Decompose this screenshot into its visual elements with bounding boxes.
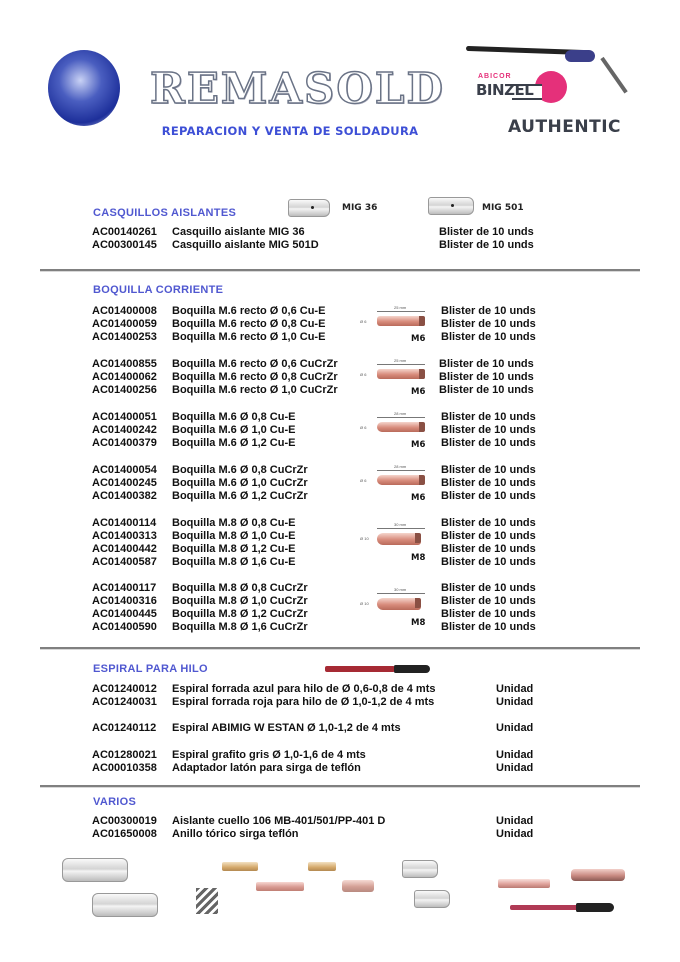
bushing-mig36-image — [288, 199, 330, 217]
product-unit: Unidad — [496, 828, 534, 840]
section-title-varios: VARIOS — [93, 796, 137, 808]
product-code: AC00010358 — [92, 762, 157, 774]
bottom-nozzle-image — [256, 882, 304, 891]
contact-tip-diagram — [377, 316, 425, 326]
bottom-tip-holder-image — [342, 880, 374, 892]
product-code: AC01400313 — [92, 530, 157, 542]
bushing-mig501-image — [428, 197, 474, 215]
section-title-casquillos: CASQUILLOS AISLANTES — [93, 207, 237, 219]
dimension-length-label: 25 mm — [394, 305, 407, 310]
product-unit: Blister de 10 unds — [441, 318, 536, 330]
product-code: AC01400316 — [92, 595, 157, 607]
product-unit: Blister de 10 unds — [441, 477, 536, 489]
bushing-label-mig501: MIG 501 — [482, 203, 524, 213]
contact-tip-end — [419, 316, 425, 326]
dimension-diameter-label: Ø 6 — [360, 319, 367, 324]
dimension-diameter-label: Ø 10 — [360, 601, 369, 606]
product-code: AC01280021 — [92, 749, 157, 761]
product-code: AC00300019 — [92, 815, 157, 827]
bottom-liner-image — [510, 905, 578, 910]
product-description: Casquillo aislante MIG 501D — [172, 239, 319, 251]
dimension-length-label: 30 mm — [394, 522, 407, 527]
product-code: AC01400855 — [92, 358, 157, 370]
product-description: Boquilla M.6 recto Ø 1,0 Cu-E — [172, 331, 326, 343]
contact-tip-diagram — [377, 422, 425, 432]
dimension-line — [377, 593, 425, 594]
product-description: Boquilla M.6 recto Ø 0,6 CuCrZr — [172, 358, 338, 370]
product-code: AC01400114 — [92, 517, 157, 529]
product-unit: Blister de 10 unds — [441, 595, 536, 607]
product-description: Espiral ABIMIG W ESTAN Ø 1,0-1,2 de 4 mts — [172, 722, 401, 734]
section-title-boquilla: BOQUILLA CORRIENTE — [93, 284, 224, 296]
dimension-length-label: 30 mm — [394, 587, 407, 592]
product-unit: Blister de 10 unds — [441, 411, 536, 423]
product-unit: Blister de 10 unds — [441, 530, 536, 542]
dimension-line — [377, 528, 425, 529]
product-unit: Blister de 10 unds — [439, 239, 534, 251]
product-description: Boquilla M.8 Ø 1,6 CuCrZr — [172, 621, 308, 633]
product-description: Boquilla M.8 Ø 0,8 Cu-E — [172, 517, 296, 529]
company-logo-emblem — [48, 50, 120, 126]
product-description: Espiral grafito gris Ø 1,0-1,6 de 4 mts — [172, 749, 366, 761]
company-brand-name: REMASOLD — [150, 64, 445, 113]
product-unit: Blister de 10 unds — [441, 331, 536, 343]
product-description: Boquilla M.6 Ø 1,0 Cu-E — [172, 424, 296, 436]
product-code: AC01650008 — [92, 828, 157, 840]
product-unit: Unidad — [496, 815, 534, 827]
product-description: Boquilla M.6 recto Ø 0,8 Cu-E — [172, 318, 326, 330]
contact-tip-end — [415, 533, 421, 543]
product-code: AC00300145 — [92, 239, 157, 251]
product-unit: Blister de 10 unds — [441, 556, 536, 568]
bottom-bushing-image — [92, 893, 158, 917]
thread-model-tag: M8 — [411, 553, 426, 563]
section-divider — [40, 785, 640, 788]
product-description: Boquilla M.8 Ø 1,0 CuCrZr — [172, 595, 308, 607]
product-unit: Unidad — [496, 722, 534, 734]
product-description: Espiral forrada azul para hilo de Ø 0,6-0,8 de 4 mts — [172, 683, 436, 695]
company-tagline: REPARACION Y VENTA DE SOLDADURA — [161, 124, 419, 138]
product-unit: Unidad — [496, 749, 534, 761]
dimension-diameter-label: Ø 6 — [360, 478, 367, 483]
product-description: Boquilla M.6 recto Ø 0,8 CuCrZr — [172, 371, 338, 383]
binzel-logo-top: ABICOR — [478, 73, 512, 80]
product-description: Boquilla M.6 Ø 0,8 CuCrZr — [172, 464, 308, 476]
product-unit: Unidad — [496, 696, 534, 708]
dimension-line — [377, 470, 425, 471]
product-code: AC01240031 — [92, 696, 157, 708]
bottom-screws-image — [196, 888, 218, 914]
thread-model-tag: M6 — [411, 334, 426, 344]
wire-liner-image — [325, 666, 395, 672]
product-unit: Blister de 10 unds — [441, 608, 536, 620]
product-unit: Blister de 10 unds — [441, 437, 536, 449]
thread-model-tag: M6 — [411, 493, 426, 503]
product-unit: Blister de 10 unds — [441, 464, 536, 476]
product-code: AC01240112 — [92, 722, 157, 734]
bottom-liner-end — [576, 903, 614, 912]
bottom-adapter-image — [222, 862, 258, 871]
product-description: Boquilla M.6 recto Ø 1,0 CuCrZr — [172, 384, 338, 396]
product-code: AC01400256 — [92, 384, 157, 396]
product-description: Boquilla M.6 Ø 1,2 Cu-E — [172, 437, 296, 449]
wire-liner-end — [394, 665, 430, 673]
product-code: AC01400253 — [92, 331, 157, 343]
dimension-diameter-label: Ø 6 — [360, 372, 367, 377]
contact-tip-diagram — [377, 475, 425, 485]
product-description: Aislante cuello 106 MB-401/501/PP-401 D — [172, 815, 386, 827]
product-description: Boquilla M.6 recto Ø 0,6 Cu-E — [172, 305, 326, 317]
product-description: Boquilla M.6 Ø 1,2 CuCrZr — [172, 490, 308, 502]
product-code: AC01400382 — [92, 490, 157, 502]
product-code: AC01400379 — [92, 437, 157, 449]
product-code: AC01400590 — [92, 621, 157, 633]
product-unit: Unidad — [496, 762, 534, 774]
product-unit: Blister de 10 unds — [441, 517, 536, 529]
product-unit: Unidad — [496, 683, 534, 695]
product-description: Anillo tórico sirga teflón — [172, 828, 299, 840]
product-description: Boquilla M.6 Ø 1,0 CuCrZr — [172, 477, 308, 489]
product-code: AC01400587 — [92, 556, 157, 568]
product-code: AC01400117 — [92, 582, 157, 594]
dimension-line — [377, 417, 425, 418]
product-description: Espiral forrada roja para hilo de Ø 1,0-1,2 de 4 mts — [172, 696, 435, 708]
product-unit: Blister de 10 unds — [441, 582, 536, 594]
section-divider — [40, 647, 640, 650]
product-unit: Blister de 10 unds — [441, 543, 536, 555]
binzel-logo-name: BINZEL — [476, 81, 534, 99]
thread-model-tag: M6 — [411, 440, 426, 450]
product-description: Boquilla M.8 Ø 0,8 CuCrZr — [172, 582, 308, 594]
bottom-nozzle-image — [571, 869, 625, 881]
product-unit: Blister de 10 unds — [439, 358, 534, 370]
contact-tip-diagram — [377, 369, 425, 379]
bushing-label-mig36: MIG 36 — [342, 203, 378, 213]
product-description: Boquilla M.8 Ø 1,2 Cu-E — [172, 543, 296, 555]
contact-tip-diagram — [377, 598, 421, 610]
contact-tip-end — [419, 475, 425, 485]
thread-model-tag: M8 — [411, 618, 426, 628]
product-unit: Blister de 10 unds — [439, 384, 534, 396]
product-description: Casquillo aislante MIG 36 — [172, 226, 305, 238]
bottom-insulator-image — [414, 890, 450, 908]
bottom-adapter-image — [308, 862, 336, 871]
product-description: Boquilla M.8 Ø 1,2 CuCrZr — [172, 608, 308, 620]
product-code: AC01400242 — [92, 424, 157, 436]
product-code: AC01400008 — [92, 305, 157, 317]
welding-torch-hose — [600, 57, 627, 94]
product-description: Boquilla M.8 Ø 1,6 Cu-E — [172, 556, 296, 568]
bottom-insulator-image — [402, 860, 438, 878]
partner-tagline: AUTHENTIC — [508, 117, 621, 137]
product-code: AC01400245 — [92, 477, 157, 489]
contact-tip-end — [419, 422, 425, 432]
product-code: AC00140261 — [92, 226, 157, 238]
product-code: AC01400051 — [92, 411, 157, 423]
section-divider — [40, 269, 640, 272]
product-unit: Blister de 10 unds — [441, 424, 536, 436]
bottom-bushing-image — [62, 858, 128, 882]
contact-tip-end — [415, 598, 421, 608]
dimension-length-label: 28 mm — [394, 411, 407, 416]
product-code: AC01400442 — [92, 543, 157, 555]
dimension-diameter-label: Ø 10 — [360, 536, 369, 541]
product-unit: Blister de 10 unds — [441, 621, 536, 633]
product-unit: Blister de 10 unds — [441, 490, 536, 502]
contact-tip-diagram — [377, 533, 421, 545]
bottom-contact-tip-image — [498, 879, 550, 888]
welding-torch-handle — [565, 50, 595, 62]
product-code: AC01400054 — [92, 464, 157, 476]
product-description: Adaptador latón para sirga de teflón — [172, 762, 361, 774]
dimension-diameter-label: Ø 6 — [360, 425, 367, 430]
thread-model-tag: M6 — [411, 387, 426, 397]
product-description: Boquilla M.8 Ø 1,0 Cu-E — [172, 530, 296, 542]
contact-tip-end — [419, 369, 425, 379]
product-code: AC01400062 — [92, 371, 157, 383]
product-unit: Blister de 10 unds — [441, 305, 536, 317]
dimension-length-label: 25 mm — [394, 358, 407, 363]
dimension-line — [377, 364, 425, 365]
product-code: AC01400059 — [92, 318, 157, 330]
product-unit: Blister de 10 unds — [439, 226, 534, 238]
product-unit: Blister de 10 unds — [439, 371, 534, 383]
product-code: AC01400445 — [92, 608, 157, 620]
section-title-espiral: ESPIRAL PARA HILO — [93, 663, 208, 675]
product-code: AC01240012 — [92, 683, 157, 695]
dimension-length-label: 28 mm — [394, 464, 407, 469]
dimension-line — [377, 311, 425, 312]
product-description: Boquilla M.6 Ø 0,8 Cu-E — [172, 411, 296, 423]
